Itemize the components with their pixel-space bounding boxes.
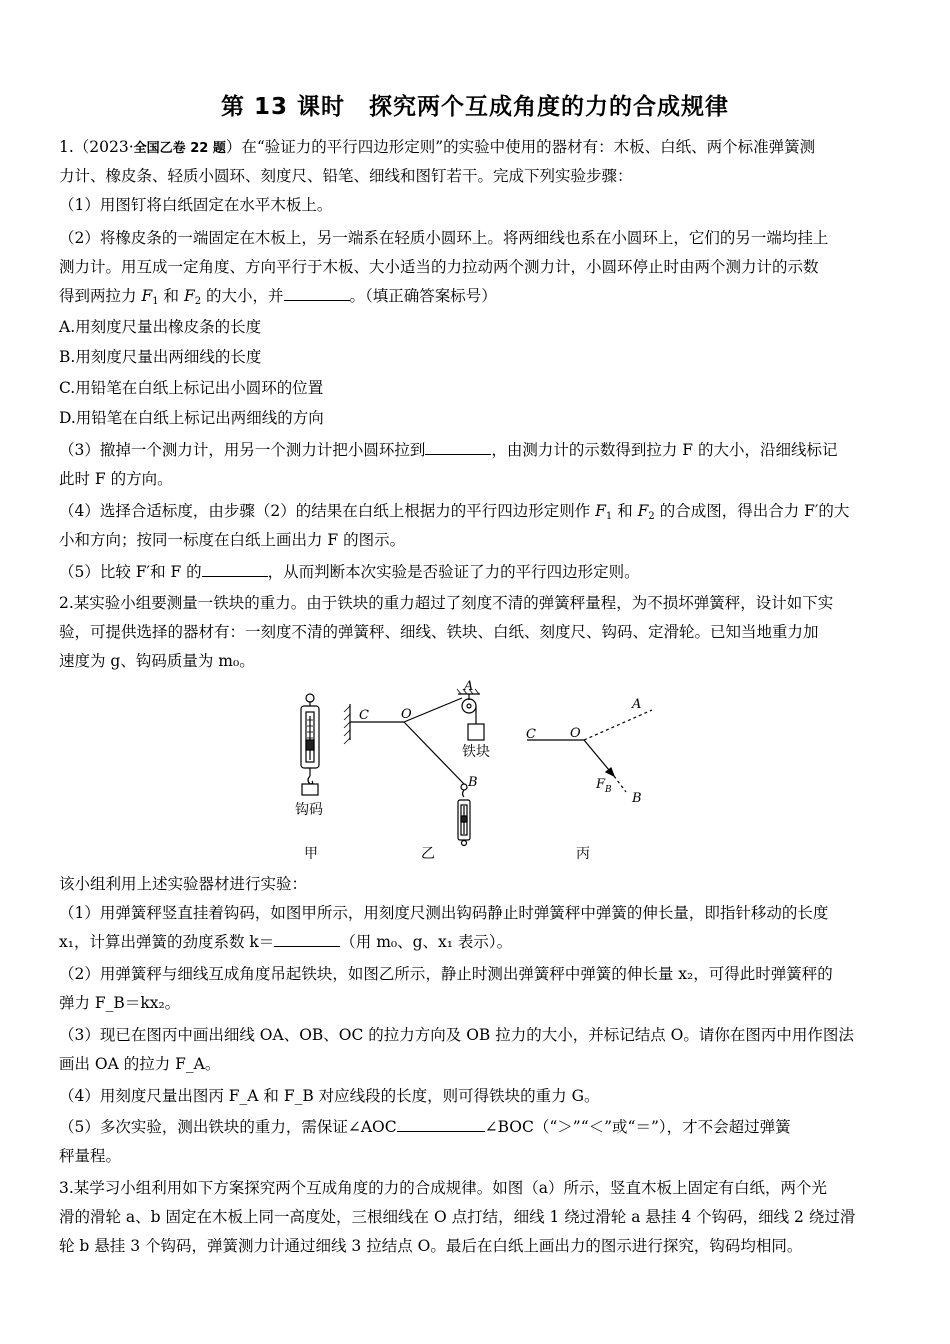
- fig-a-weight-label: 钩码: [295, 802, 323, 818]
- q1-line-2: 力计、橡皮条、轻质小圆环、刻度尺、铅笔、细线和图钉若干。完成下列实验步骤：: [59, 167, 633, 185]
- fig-b-label-a: A: [464, 679, 474, 694]
- q1-step-2-line-1: （2）将橡皮条的一端固定在木板上，另一端系在轻质小圆环上。将两细线也系在小圆环上，它们的另一端均挂上: [59, 229, 829, 247]
- fig-b-label-o: O: [401, 707, 412, 722]
- q1-step-2-line-2: 测力计。用互成一定角度、方向平行于木板、大小适当的力拉动两个测力计，小圆环停止时由两个测力计的示数: [59, 258, 819, 276]
- q1-step-3-line-1: （3）撤掉一个测力计，用另一个测力计把小圆环拉到 ，由测力计的示数得到拉力 F 的大小，沿细线标记: [59, 441, 838, 459]
- q2-step-5-line-1: （5）多次实验，测出铁块的重力，需保证∠AOC ∠BOC（“＞”“＜”或“＝”），才不会超过弹簧: [59, 1118, 791, 1136]
- q1-step-5: （5）比较 F′和 F 的 ，从而判断本次实验是否验证了力的平行四边形定则。: [59, 563, 640, 581]
- q1-step-1: （1）用图钉将白纸固定在水平木板上。: [59, 196, 333, 214]
- q2-line-1: 2.某实验小组要测量一铁块的重力。由于铁块的重力超过了刻度不清的弹簧秤量程，为不损坏弹簧秤，设计如下实: [59, 594, 834, 612]
- fig-caption-a: 甲: [304, 846, 318, 862]
- q2-figure: [280, 676, 660, 866]
- fig-caption-c: 丙: [576, 846, 590, 862]
- fig-c-label-b: B: [632, 791, 642, 806]
- q2-line-3: 速度为 g、钩码质量为 m₀。: [59, 652, 255, 670]
- fig-c-label-o: O: [570, 726, 581, 741]
- fig-caption-b: 乙: [421, 846, 435, 862]
- q1-number: 1.（2023·: [59, 138, 134, 156]
- q2-step-5-line-2: 秤量程。: [59, 1147, 122, 1165]
- q2-step-1-line-2: x₁，计算出弹簧的劲度系数 k＝ （用 m₀、g、x₁ 表示）。: [59, 933, 513, 951]
- fig-c-label-fb-sub: B: [605, 785, 612, 795]
- fig-c-label-fb: F: [596, 777, 606, 792]
- q1-step-4-line-1: （4）选择合适标度，由步骤（2）的结果在白纸上根据力的平行四边形定则作 $F_1$ 和 $F_2$ 的合成图，得出合力 F′的大: [59, 502, 850, 522]
- q3-line-3: 轮 b 悬挂 3 个钩码，弹簧测力计通过细线 3 拉结点 O。最后在白纸上画出力的图示进行探究，钩码均相同。: [59, 1237, 803, 1255]
- option-b: B.用刻度尺量出两细线的长度: [59, 348, 262, 366]
- q2-step-4: （4）用刻度尺量出图丙 F_A 和 F_B 对应线段的长度，则可得铁块的重力 G。: [59, 1087, 600, 1105]
- page-title: 第 13 课时 探究两个互成角度的力的合成规律: [220, 94, 730, 120]
- q2-figure-drawing: [280, 676, 660, 866]
- q2-step-2-line-2: 弹力 F_B＝kx₂。: [59, 994, 181, 1012]
- fig-b-label-c: C: [359, 708, 369, 723]
- option-c: C.用铅笔在白纸上标记出小圆环的位置: [59, 379, 324, 397]
- q1-step-2-line-3: 得到两拉力 $F_1$ 和 $F_2$ 的大小，并 。（填正确答案标号）: [59, 287, 497, 307]
- option-d: D.用铅笔在白纸上标记出两细线的方向: [59, 409, 324, 427]
- fig-c-diagram: [527, 710, 652, 792]
- fig-a-spring-scale: [301, 694, 319, 795]
- answer-blank-2[interactable]: [425, 440, 491, 455]
- q2-step-3-line-1: （3）现已在图丙中画出细线 OA、OB、OC 的拉力方向及 OB 拉力的大小，并标记结点 O。请你在图丙中用作图法: [59, 1026, 854, 1044]
- fig-c-label-a: A: [632, 697, 642, 712]
- q3-line-2: 滑的滑轮 a、b 固定在木板上同一高度处，三根细线在 O 点打结，细线 1 绕过滑轮 a 悬挂 4 个钩码，细线 2 绕过滑: [59, 1208, 856, 1226]
- answer-blank-3[interactable]: [202, 562, 268, 577]
- q2-step-2-line-1: （2）用弹簧秤与细线互成角度吊起铁块，如图乙所示，静止时测出弹簧秤中弹簧的伸长量 x₂，可得此时弹簧秤的: [59, 965, 833, 983]
- answer-blank-4[interactable]: [274, 932, 340, 947]
- fig-b-label-b: B: [468, 775, 478, 790]
- fig-b-iron-label: 铁块: [462, 744, 490, 760]
- q1-stem: ）在“验证力的平行四边形定则”的实验中使用的器材有：木板、白纸、两个标准弹簧测: [225, 138, 816, 156]
- answer-blank-5[interactable]: [397, 1117, 485, 1132]
- option-a: A.用刻度尺量出橡皮条的长度: [59, 318, 262, 336]
- answer-blank-1[interactable]: [284, 286, 350, 301]
- q1-step-4-line-2: 小和方向；按同一标度在白纸上画出力 F 的图示。: [59, 531, 406, 549]
- fig-c-label-c: C: [526, 727, 536, 742]
- q2-line-2: 验，可提供选择的器材有：一刻度不清的弹簧秤、细线、铁块、白纸、刻度尺、钩码、定滑轮。已知当地重力加: [59, 623, 819, 641]
- q2-step-3-line-2: 画出 OA 的拉力 F_A。: [59, 1055, 221, 1073]
- q2-step-1-line-1: （1）用弹簧秤竖直挂着钩码，如图甲所示，用刻度尺测出钩码静止时弹簧秤中弹簧的伸长量，即指针移动的长度: [59, 904, 829, 922]
- q1-source: 全国乙卷 22 题: [133, 141, 226, 156]
- q1-line-1: [59, 136, 895, 160]
- q3-line-1: 3.某学习小组利用如下方案探究两个互成角度的力的合成规律。如图（a）所示，竖直木板上固定有白纸，两个光: [59, 1179, 828, 1197]
- q1-step-3-line-2: 此时 F 的方向。: [59, 470, 173, 488]
- q2-intro: 该小组利用上述实验器材进行实验：: [59, 875, 308, 893]
